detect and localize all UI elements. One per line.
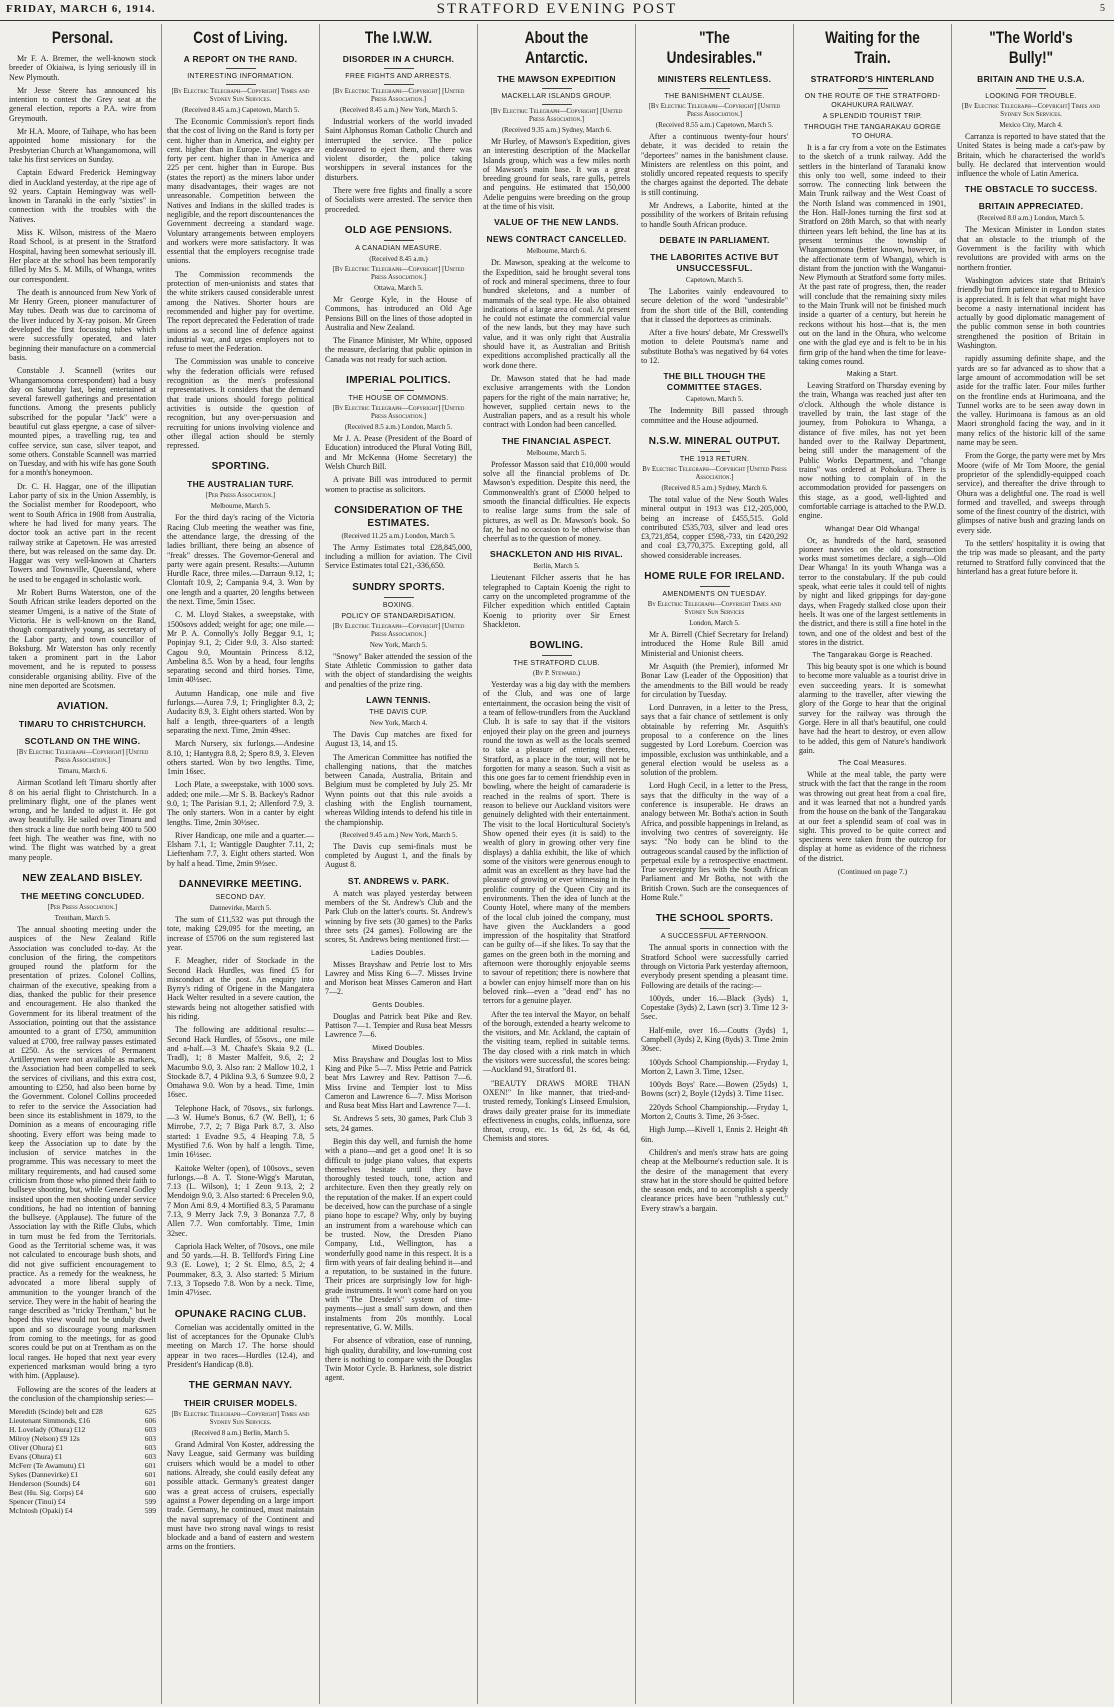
score-row xyxy=(9,1416,156,1425)
score-value: 603 xyxy=(144,1425,156,1435)
byline: [By Electric Telegraph—Copyright] [United Press Association.] xyxy=(332,622,465,638)
headline: THE MEETING CONCLUDED. xyxy=(20,890,145,901)
paragraph: Lieutenant Filcher asserts that he has telegraphed to Captain Koenig the right to carry on the uncompleted programme of the Filcher expedition which entitled Captain Koenig to priority over Sir Ernest Shackleton. xyxy=(483,573,630,629)
paragraph: High Jump.—Kivell 1, Ennis 2. Height 4ft 6in. xyxy=(641,1125,788,1144)
subheading: LOOKING FOR TROUBLE. xyxy=(985,93,1077,100)
paragraph: The Economic Commission's report finds that the cost of living on the Rand is forty per cent. higher than in America, and eighty per cent. higher than in Europe. The wages are forty per cent. higher than in America and 225 per cent. higher than in Europe. Bus (states the report) as the miners labor under many disadvantages, their wages are not unreasonable. Competition between the Natives and Indians in the skilled trades is negligible, and the report discountenances the Government decreeing a standard wage. Voluntary arrangements between employers and workers were more satisfactory. It was essential that the employers recognise trade unions. xyxy=(167,117,314,266)
score-value: 600 xyxy=(144,1488,156,1498)
paragraph: A match was played yesterday between members of the St. Andrew's Club and the Park Club on the latter's courts. St. Andrew's winning by five sets (30 games) to the Parks three sets (24 games). Following are the scores, St. Andrews being mentioned first:— xyxy=(325,888,472,945)
dateline: New York, March 5. xyxy=(369,640,428,649)
headline: VALUE OF THE NEW LANDS. xyxy=(494,217,619,228)
section-headline: OLD AGE PENSIONS. xyxy=(344,224,453,236)
score-value: 625 xyxy=(144,1407,156,1417)
subheading: Making a Start. xyxy=(846,371,899,379)
section-headline: CONSIDERATION OF THE ESTIMATES. xyxy=(334,504,463,529)
column-6 xyxy=(794,24,952,1704)
byline: [By Electric Telegraph—Copyright] Times and Sydney Sun Services. xyxy=(171,88,310,103)
dateline: Dannevirke, March 5. xyxy=(209,904,272,913)
score-name: Meredith (Scinde) belt and £28 xyxy=(9,1407,103,1417)
headline: TIMARU TO CHRISTCHURCH. xyxy=(18,719,147,730)
subheading: BOXING. xyxy=(382,601,415,609)
subheading: The Tangarakau Gorge is Reached. xyxy=(812,652,933,660)
byline: [Per Press Association.] xyxy=(47,903,118,911)
score-value: 599 xyxy=(144,1506,156,1516)
byline: [By Electric Telegraph—Copyright] [United Press Association.] xyxy=(332,405,465,421)
score-name: H. Lovelady (Ohura) £12 xyxy=(9,1425,86,1435)
paragraph: For absence of vibration, ease of running, high quality, durability, and low-running cost there is nothing to compare with the Douglas Twin Motor Cycle. B. Harkness, sole district agent. xyxy=(325,1336,472,1383)
subheading: Whanga! Dear Old Whanga! xyxy=(824,525,921,533)
byline: [By Electric Telegraph—Copyright] [United Press Association.] xyxy=(16,749,149,765)
byline: By Electric Telegraph—Copyright [United Press Association.] xyxy=(642,465,787,481)
dateline: Timaru, March 6. xyxy=(57,767,108,776)
score-row xyxy=(9,1470,156,1479)
divider xyxy=(384,240,414,241)
paragraph: Mr H.A. Moore, of Taihape, who has been appointed home missionary for the Presbyterian Church at Whangamomona, will take his first services on Sunday. xyxy=(9,127,156,164)
column-title: About the Antarctic. xyxy=(524,28,589,67)
dateline: Berlin, March 5. xyxy=(533,562,580,571)
section-headline: DANNEVIRKE MEETING. xyxy=(179,879,302,891)
paragraph: March Nursery, six furlongs.—Andesine 8.10, 1; Hantygra 8.8, 2; Spero 8.9, 3. Eleven others started. Won by two lengths. Time, 1min 16sec. xyxy=(167,739,314,777)
dateline: (Received 8.55 a.m.) Capetown, March 5. xyxy=(655,121,774,129)
subheading: MACKELLAR ISLANDS GROUP. xyxy=(501,93,612,100)
paragraph: Lord Hugh Cecil, in a letter to the Press, says that the difficulty in the way of a conference is insuperable. He draws an analogy between Mr. Botha's action in South Africa, and possible happenings in Ireland, as involving two centres of sovereignty. He says: "No body can be blind to the outrageous scandal caused by the infliction of perpetual exile by a retrospective enactment. True sovereignty lies with the South African Parliament and Mr Botha, not with the British Crown. Such are the consequences of Home Rule." xyxy=(641,781,788,903)
dateline: Melbourne, March 6. xyxy=(526,247,587,256)
dateline: (Received 9.35 a.m.) Sydney, March 6. xyxy=(501,126,612,134)
column-title: "The World's Bully!" xyxy=(989,28,1073,67)
paragraph: Following are the scores of the leaders at the conclusion of the championship series:— xyxy=(9,1384,156,1403)
subheading: THE BANISHMENT CLAUSE. xyxy=(664,93,765,100)
paragraph: While at the meal table, the party were struck with the fact that the range in the room was throwing out great heat from a coal fire, and it was learned that not a hundred yards from the house on the bank of the Tangarakau at our feet a splendid seam of coal was in sight. This proved to be quite correct and specimens were taken from the outcrop for display at home as evidence of the richness of the district. xyxy=(799,770,946,863)
score-row xyxy=(9,1479,156,1488)
score-name: Lieutenant Simmonds, £16 xyxy=(9,1416,91,1426)
paragraph: Yesterday was a big day with the members of the Club, and was one of large entertainment, the occasion being the visit of a team of fellow-trundlers from the Auckland Club. It is safe to say that if the visitors enjoyed their play on the green and journeys round the town as well as the locals seemed to take a pleasure of entering thereto, Stratford, as a place in the tour, will not be forgotten for many a season. Such a visit as this one goes far to cement friendship even in bowling, where the height of camaraderie is reached in the realms of sport. There is reason to believe our Auckland visitors were genuinely delighted with their entertainment. The visit to the local Horticultural Society's Show opened their eyes (it is said) to the wealth of glory in growing other very fine displays) a dahlia exhibit, the like of which some of the visitors were generous enough to admit was an excellent as they have had the pleasure of growing or ever witnessing in the prolific country of the Queen City and its environments. Then the idea of lunch at the County Hotel, where many of the members of the local club joined the company, must have given the Aucklanders a good impression of the hospitality that Stratford can be guilty of—if she likes. To say that the games on the green both in the morning and afternoon were thoroughly enjoyable seems to savour of repetition; there is nowhere that a bowler can enjoy himself more than on his beloved rink—even a "dead end" has no terrors for a genuine player. xyxy=(483,680,630,1006)
subheading: THROUGH THE TANGARAKAU GORGE TO OHURA. xyxy=(803,124,942,140)
subheading: A SUCCESSFUL AFTERNOON. xyxy=(660,933,769,941)
column-1 xyxy=(4,24,162,1704)
paragraph: Washington advices state that Britain's friendly but firm patience in regard to Mexico is appreciated. It is felt that what might have become a nasty international incident has actually by good diplomatic management of the public common sense in both countries strengthened the position of Britain in Washington. xyxy=(957,275,1105,351)
score-name: Evans (Ohura) £1 xyxy=(9,1452,63,1462)
paragraph: Douglas and Patrick beat Pike and Rev. Pattison 7—1. Tempier and Rusa beat Messrs Lawrence 7—6. xyxy=(325,1011,472,1040)
paragraph: St. Andrews 5 sets, 30 games, Park Club 3 sets, 24 games. xyxy=(325,1114,472,1133)
dateline: (Received 8.45 a.m.) New York, March 5. xyxy=(339,106,458,114)
divider xyxy=(384,390,414,391)
paragraph: C. M. Lloyd Stakes, a sweepstake, with 1500sovs added; weight for age; one mile.—Mr P. A. Connolly's Jolly Beggar 9.1, 1; Popinjay 9.1, 2; Cider 9.0, 3. Also started: Cagou 9.0, Mountain Princess 8.12, Ambelina 8.5. Won by a head, four lengths separating second and third horses. Time, 1min 40½sec. xyxy=(167,610,314,685)
dateline: (Received 9.45 a.m.) New York, March 5. xyxy=(339,830,458,839)
paragraph: Half-mile, over 16.—Coutts (3yds) 1, Campbell (3yds) 2, King (8yds) 3. Time 2min 30sec. xyxy=(641,1025,788,1054)
score-row xyxy=(9,1461,156,1470)
score-value: 601 xyxy=(144,1461,156,1471)
paragraph: The Mexican Minister in London states that an obstacle to the triumph of the Government is the facility with which revolutions are provided with arms on the northern frontier. xyxy=(957,225,1105,272)
paragraph: Mr Asquith (the Premier), informed Mr Bonar Law (Leader of the Opposition) that the amendments to the Bill would be ready for circulation by Tuesday. xyxy=(641,661,788,699)
score-name: McFerr (Te Awamutu) £1 xyxy=(9,1461,86,1471)
column-title: The I.W.W. xyxy=(364,28,433,47)
subheading: A SPLENDID TOURIST TRIP. xyxy=(822,113,923,120)
paragraph: Begin this day well, and furnish the home with a piano—and get a good one! It is so difficult to judge piano values, that experts themselves hesitate until they have thoroughly tested touch, tone, action and architecture. Even then they greatly rely on the reputation of the maker. If an expert could be deceived, how can the purchase of a single piano hope to escape? Why, only by buying an instrument from a warehouse which can be trusted. Now, the Dresden Piano Company, Ltd., Wellington, has a wonderfully good name in this respect. It is a firm with years of fair dealing behind it—and a reputation, to be sustained in the future. Their prices are surprisingly low for high-grade instruments. It won't come hard on you with "The Dresden's" system of time-payments—just a small sum down, and then instalments from 20s monthly. Local representative, G. W. Mills. xyxy=(325,1137,472,1332)
paragraph: Telephone Hack, of 70sovs., six furlongs.—3 W. Hume's Bonus, 6.7 (W. Bell), 1; 6 Mirrobe, 7.7, 2; 7 Biga Park 8.7, 3. Also started: 1 Evadne 9.5, 4 Heaping 7.8, 5 Mystified 7.6. Won by half a length. Time, 1min 16½sec. xyxy=(167,1103,314,1160)
section-headline: N.S.W. MINERAL OUTPUT. xyxy=(648,435,781,447)
section-headline: SPORTING. xyxy=(211,461,270,473)
paragraph: There were free fights and finally a score of Socialists were arrested. The service then proceeded. xyxy=(325,186,472,214)
section-headline: HOME RULE FOR IRELAND. xyxy=(644,571,785,583)
score-value: 601 xyxy=(144,1479,156,1489)
section-headline: THE SCHOOL SPORTS. xyxy=(655,913,774,925)
paragraph: Grand Admiral Von Koster, addressing the Navy League, said Germany was building cruisers which would be a model to other nations. Already, she could easily defeat any possible attack. Germany's greatest danger was a great access of cruisers, especially against a Power depending on a large import trade. Germany, he continued, must maintain the naval supremacy of the Continent and must have two strong naval wings to resist blockade and a band of eastern and western arms on the frontiers. xyxy=(167,1440,314,1552)
paragraph: Mr Hurley, of Mawson's Expedition, gives an interesting description of the Mackellar Islands group, which was a few miles north of Mawson's main base. It was a great breeding ground for seals, rare gulls, petrels and penguins. He estimated that 150,000 Adelie penguins were breeding on the group at the time of his visit. xyxy=(483,137,630,212)
paragraph: Mr George Kyle, in the House of Commons, has introduced an Old Age Pensions Bill on the lines of those adopted in Australia and New Zealand. xyxy=(325,294,472,332)
paragraph: The Finance Minister, Mr White, opposed the measure, declaring that public opinion in Canada was not ready for such action. xyxy=(325,336,472,364)
byline: [By Electric Telegraph—Copyright] [United Press Association.] xyxy=(648,103,781,118)
byline: By Electric Telegraph—Copyright Times and Sydney Sun Services xyxy=(647,601,782,617)
paragraph: Mr F. A. Bremer, the well-known stock breeder of Okiaiwa, is lying seriously ill in New Plymouth. xyxy=(9,54,156,82)
subheading: FREE FIGHTS AND ARRESTS. xyxy=(345,73,452,80)
headline: ST. ANDREWS v. PARK. xyxy=(347,875,450,886)
issue-date: FRIDAY, MARCH 6, 1914. xyxy=(6,3,156,15)
paragraph: For the third day's racing of the Victoria Racing Club meeting the weather was fine, the attendance large, the dressing of the ladies brilliant, there being an absence of "freak" dresses. The Governor-General and party were again present. Results:—Autumn Hurdle Race, three miles.—Darraun 9.12, 1; Clontaft 10.9, 2; Campania 9.4, 3. Won by one length and a quarter, 20 lengths between the next. Time, 5min 15sec. xyxy=(167,513,314,607)
paragraph: The total value of the New South Wales mineral output in 1913 was £12,-205,000, being an increase of £455,515. Gold contributed £535,703, silver and lead ores £3,721,854, copper £598,-733, tin £420,292 and coal £3,770,375. Excepting gold, all showed considerable increases. xyxy=(641,494,788,560)
headline: THE AUSTRALIAN TURF. xyxy=(187,479,294,490)
continuation-note: (Continued on page 7.) xyxy=(837,867,908,877)
subheading: Mixed Doubles. xyxy=(372,1044,425,1052)
score-row xyxy=(9,1407,156,1416)
divider xyxy=(542,655,572,656)
headline: THE OBSTACLE TO SUCCESS. xyxy=(964,184,1098,195)
dateline: (Received 8.5 a.m.) London, March 5. xyxy=(344,423,453,432)
dateline: London, March 5. xyxy=(689,619,740,628)
paragraph: The American Committee has notified the challenging nations, that the matches between Canada, Australia, Britain and Belgium must be completed by July 25. Mr Wynn points out that this rule avoids a clashing with the English tournament, whereas Wilding intends to defend his title in the championship. xyxy=(325,752,472,827)
paragraph: The Davis Cup matches are fixed for August 13, 14, and 15. xyxy=(325,729,472,749)
paragraph: rapidly assuming definite shape, and the yards are so far advanced as to show that a large amount of accommodation will be set aside for the traffic later. Four miles further on the frontline ends at Hurimoana, and the Tunnel works are to be seen away down in the valley. Hurimoana is famous as an old Maori stronghold facing the way, and in it many relics of the historic kill of the same name may be seen. xyxy=(957,354,1105,448)
column-3 xyxy=(320,24,478,1704)
paragraph: "Snowy" Baker attended the session of the State Athletic Commission to gather data with the object of standardising the weights and penalties of the prize ring. xyxy=(325,651,472,689)
paragraph: To the settlers' hospitality it is owing that the trip was made so pleasant, and the party returned to Stratford fully convinced that the hinterland has a great future before it. xyxy=(957,538,1105,576)
column-title: Personal. xyxy=(51,28,114,47)
paragraph: Misses Brayshaw and Petrie lost to Mrs Lawrey and Miss King 6—7. Misses Irvine and Morison beat Misses Cameron and Hart 7—2. xyxy=(325,959,472,997)
paragraph: This big beauty spot is one which is bound to become more valuable as a tourist drive in even succeeding years. It is somewhat alarming to the traveller, after viewing the glory of the Gorge to hear that the original survey for the railway was through the Gorge. Here in all that's beautiful, one could have had the heart to destroy, or even allow to be added, this gem of Nature's handiwork gain. xyxy=(799,662,946,755)
paragraph: Dr. C. H. Haggar, one of the illiputian Labor party of six in the Union Assembly, is the Socialist member for Roodepoort, who went to South Africa in 1908 from Australia, where he had lived for many years. The doctor took an active part in the recent railway strike at Capetown. He was arrested there, but was released on the same day. Dr. Haggar was very well-known at Charters Towers and Townsville, Queensland, where he used to be engaged in scholastic work. xyxy=(9,481,156,584)
paragraph: The following are additional results:—Second Hack Hurdles, of 55sovs., one mile and a-half.—3 M. Chaafe's Skaia 9.2 (L. Tradl), 1; 8 Master Malfeit, 9.6, 2; 2 Macumbo 9.0, 3. Also ran: 2 Mallow 10.2, 1 Stockade 8.7, 4 Piklina 9.3, 6 Sumzee 9.0, 2 Omahawa 9.0. Won by a head. Time, 1min 16sec. xyxy=(167,1025,314,1100)
score-name: Milroy (Nelson) £9 12s xyxy=(9,1434,80,1444)
divider xyxy=(384,597,414,598)
dateline: (Received 8.45 a.m.) Capetown, March 5. xyxy=(181,106,300,114)
dateline: Trentham, March 5. xyxy=(54,913,111,922)
paragraph: The Army Estimates total £28,845,000, including a million for aviation. The Civil Service Estimates total £21,-336,650. xyxy=(325,542,472,571)
paragraph: Lord Dunraven, in a letter to the Press, says that a fair chance of settlement is only obtainable by referring Mr. Asquith's proposal to a conference on the lines suggested by Lord Loreburn. Coercion was impossible, exclusion was unthinkable, and a general election would be useless as a solution of the problem. xyxy=(641,703,788,778)
divider xyxy=(700,88,730,89)
dateline: Melbourne, March 5. xyxy=(210,502,271,511)
divider xyxy=(700,586,730,587)
dateline: (Received 8.5 a.m.) Sydney, March 6. xyxy=(661,483,768,492)
score-value: 599 xyxy=(144,1497,156,1507)
headline: BRITAIN AND THE U.S.A. xyxy=(977,74,1085,84)
paragraph: Industrial workers of the world invaded Saint Alphonsus Roman Catholic Church and interrupted the service. The police endeavoured to eject them, and there was violent disorder, the police taking worshippers in several instances for the disturbers. xyxy=(325,117,472,182)
paragraph: 220yds School Championship.—Fryday 1, Morton 2, Coutts 3. Time, 26 3-5sec. xyxy=(641,1102,788,1122)
subheading: The Coal Measures. xyxy=(838,760,907,768)
paragraph: Autumn Handicap, one mile and five furlongs.—Aurea 7.9, 1; Fringlighter 8.3, 2; Audacity 8.9, 3. Eight others started. Won by half a length, three-quarters of a length separating the next. Time, 2min 49sec. xyxy=(167,688,314,735)
column-7 xyxy=(952,24,1110,1704)
score-row xyxy=(9,1506,156,1515)
paragraph: The Commission was unable to conceive why the federation officials were refused recognition as the men's professional representatives. It considers that the demand that trade unions should forego political activities is outside the question of recognition, but any over-persuasion and recruiting for unions involving violence and other illegal action should be sternly repressed. xyxy=(167,357,314,451)
score-name: Spencer (Tinui) £4 xyxy=(9,1497,66,1507)
score-name: Henderson (Sounds) £4 xyxy=(9,1479,80,1489)
paragraph: Capriola Hack Welter, of 70sovs., one mile and 50 yards.—H. B. Tellford's Firing Line 9.3 (E. Lowe), 1; 2 St. Elmo, 8.5, 2; 4 Poummaker, 8.3, 3. Also started: 5 Mirium 7.13, 3 Topsedo 7.8. Won by a neck. Time, 1min 47½sec. xyxy=(167,1241,314,1298)
score-value: 603 xyxy=(144,1434,156,1444)
divider xyxy=(858,88,888,89)
divider xyxy=(700,451,730,452)
headline: STRATFORD'S HINTERLAND xyxy=(810,74,935,84)
headline: THE LABORITES ACTIVE BUT UNSUCCESSFUL. xyxy=(650,251,779,273)
score-value: 603 xyxy=(144,1452,156,1462)
paragraph: A private Bill was introduced to permit women to practise as solicitors. xyxy=(325,475,472,494)
score-row xyxy=(9,1443,156,1452)
section-headline: THE GERMAN NAVY. xyxy=(188,1380,293,1392)
score-value: 601 xyxy=(144,1470,156,1480)
divider xyxy=(384,84,414,85)
paragraph: Professor Masson said that £10,000 would solve all the financial problems of Dr. Mawson's expedition. Despite this need, the Commonwealth's grant of £5000 helped to smooth the financial difficulties. He expects to realise large sums from the sale of pictures, as well as Dr. Mawson's book. So far, he had no occasion to be otherwise than cheerful as to the question of money. xyxy=(483,459,630,544)
section-headline: AVIATION. xyxy=(56,701,109,713)
divider xyxy=(226,84,256,85)
headline: MINISTERS RELENTLESS. xyxy=(657,74,772,84)
byline: [By Electric Telegraph—Copyright] [United Press Association.] xyxy=(332,265,465,281)
paragraph: The Davis cup semi-finals must be completed by August 1, and the finals by August 8. xyxy=(325,841,472,870)
paragraph: After the tea interval the Mayor, on behalf of the borough, extended a hearty welcome to the visitors, and Mr. Ackland, the captain of the visiting team, replied in suitable terms. The day closed with a rink match in which the visitors were successful, the scores being:—Auckland 91, Stratford 81. xyxy=(483,1009,630,1075)
byline: [By Electric Telegraph—Copyright] Times and Sydney Sun Services. xyxy=(961,103,1100,118)
paragraph: After a five hours' debate, Mr Cresswell's motion to delete Poutsma's name and substitute Botha's was negatived by 64 votes to 12. xyxy=(641,328,788,366)
paragraph: Miss Brayshaw and Douglas lost to Miss King and Pike 5—7. Miss Petrie and Patrick beat Mrs Lawrey and Rev. Pattison 7—6. Miss Irvine and Tempier lost to Miss Cameron and Lawrence 6—7. Miss Morison and Rusa beat Miss Hart and Lawrence 7—1. xyxy=(325,1054,472,1111)
divider xyxy=(700,928,730,929)
paragraph: River Handicap, one mile and a quarter.—Elsham 7.1, 1; Wantiggle Daughter 7.11, 2; Lieftenham 7.7, 3. Eight others started. Won by half a head. Time, 2min 9½sec. xyxy=(167,830,314,868)
dateline: (Received 11.25 a.m.) London, March 5. xyxy=(341,531,456,540)
paragraph: It is a far cry from a vote on the Estimates to the sketch of a trunk railway. Add the settlers in the hinterland of Taranaki know this only too well, some indeed to their sorrow. The connecting link between the Main Trunk railway and the West Coast of the North Island was commenced in 1901, the Hon. Hall-Jones turning the first sod at Stratford on 28th March, so that with nearly thirteen years left behind, the line has at its present terminus the township of Whangamomona (better known, however, in the affectionate term of Whanga), which is distant from the junction with the Wanganui-New Plymouth at Stratford some forty miles. At the past rate of progress, then, the reader will conclude that the remaining sixty miles to the Main Trunk will not be finished much inside a quarter of a century, but herein he reckons without his host—that is, the men out on the land in the Ohura, who welcome one with the glad eye and is felt to be in his firm grip of the hand when the time for leave-taking comes round. xyxy=(799,143,946,366)
score-row xyxy=(9,1488,156,1497)
column-title: Waiting for the Train. xyxy=(825,28,920,67)
section-headline: SUNDRY SPORTS. xyxy=(352,581,445,593)
newspaper-name: STRATFORD EVENING POST xyxy=(436,1,678,17)
paragraph: The sum of £11,532 was put through the tote, making £29,095 for the meeting, an increase of £5706 on the sum registered last year. xyxy=(167,915,314,952)
page-number: 5 xyxy=(1100,3,1106,14)
byline: [Per Press Association.] xyxy=(205,492,276,500)
column-5 xyxy=(636,24,794,1704)
dateline: (Received 8 a.m.) Berlin, March 5. xyxy=(191,1429,290,1438)
headline: THE MAWSON EXPEDITION xyxy=(497,74,616,84)
paragraph: Loch Plate, a sweepstake, with 1000 sovs. added; one mile.—Mr S. B. Backey's Radnor 9.0, 1; The Parisian 9.1, 2; Allenford 7.9, 3. The only starters. Won in a canter by eight lengths. Time, 2min 30½sec. xyxy=(167,780,314,827)
byline: [By Electric Telegraph—Copyright] [United Press Association.] xyxy=(332,88,465,103)
paragraph: Cornelian was accidentally omitted in the list of acceptances for the Opunake Club's meeting on March 17. The horse should appear in two races—Hurdles (12.4), and President's Handicap (8.8). xyxy=(167,1322,314,1369)
paragraph: Leaving Stratford on Thursday evening by the train, Whanga was reached just after ten o'clock. Although the whole distance is travelled by train, the last stage of the journey, from Pohokura to Whanga, a distance of five miles, has not yet been handed over to the Railway Department, being still under the management of the Public Works Department, and "change trains" was ordered at Pohokura. There is now nothing to complain of in the accommodation provided for passengers on this stage, as a good, well-lighted and comfortable carriage is attached to the P.W.D. engine. xyxy=(799,381,946,521)
paragraph: Dr. Mawson stated that he had made exclusive arrangements with the London papers for the right of the main narrative; he, however, supplied certain news to the Australian papers, and as a result his whole contract with London had been cancelled. xyxy=(483,373,630,430)
paragraph: The Laborites vainly endeavoured to secure deletion of the word "undesirable" from the short title of the Bill, contending that it classed the deportees as criminals. xyxy=(641,286,788,324)
subheading: ON THE ROUTE OF THE STRATFORD-OKAHUKURA RAILWAY. xyxy=(804,93,941,109)
paragraph: Mr Jesse Steere has announced his intention to contest the Grey seat at the general election, reports a P.A. wire from Greymouth. xyxy=(9,85,156,123)
headline: SCOTLAND ON THE WING. xyxy=(24,736,141,747)
paragraph: The Commission recommends the protection of men-unionists and states that the white strikers caused considerable unrest among the Natives. Shorter hours are recommended and higher pay for overtime. The report deprecated the Federation of trade unions as a second line of defence against industrial war, and urges employers not to refuse to meet the Federation. xyxy=(167,269,314,354)
subheading: INTERESTING INFORMATION. xyxy=(187,73,294,80)
paragraph: The Indemnity Bill passed through committee and the House adjourned. xyxy=(641,406,788,425)
subheading: THE DAVIS CUP. xyxy=(369,708,428,716)
byline: [By Electric Telegraph—Copyright] [United Press Association.] xyxy=(490,108,623,123)
subheading: Gents Doubles. xyxy=(372,1001,425,1009)
dateline: Capetown, March 5. xyxy=(685,395,744,404)
score-name: McIntosh (Opaki) £4 xyxy=(9,1506,73,1516)
score-row xyxy=(9,1425,156,1434)
subheading: Ladies Doubles. xyxy=(371,949,426,957)
paragraph: Miss K. Wilson, mistress of the Maero Road School, is at present in the Stratford Hospital, having been somewhat seriously ill. Her place at the school has been temporarily filled by Mrs S. M. Mills, of Whanga, writes our correspondent. xyxy=(9,228,156,284)
paragraph: F. Meagher, rider of Stockade in the Second Hack Hurdles, was fined £5 for misconduct at the post. An enquiry into Byrry's riding of Origene in the Mangatera Hack Welter resulted in a severe caution, the stewards being not altogether satisfied with his riding. xyxy=(167,956,314,1022)
score-name: Oliver (Ohura) £1 xyxy=(9,1443,64,1453)
score-row xyxy=(9,1434,156,1443)
headline: A REPORT ON THE RAND. xyxy=(183,54,298,64)
masthead xyxy=(0,0,1114,21)
paragraph: Captain Edward Frederick Hemingway died in Auckland yesterday, at the ripe age of 92 years. Captain Hemingway was well-known in Taranaki in the early "sixties" in connection with the troubles with the Natives. xyxy=(9,168,156,224)
subheading: THE 1913 RETURN. xyxy=(679,455,750,463)
headline: SHACKLETON AND HIS RIVAL. xyxy=(490,549,623,560)
paragraph: From the Gorge, the party were met by Mrs Moore (wife of Mr Tom Moore, the genial proprietor of the splendidly-equipped coach service), and thereafter the drive through to Ohura was a delightful one. The road is well formed and travelled, and sweeps through some of the finest country of the district, with glimpses of native bush and grazing lands on every side. xyxy=(957,451,1105,535)
dateline: (Received 8.45 a.m.) xyxy=(369,254,428,263)
paragraph: "BEAUTY DRAWS MORE THAN OXEN!" In like manner, that tried-and-trusted remedy, Tonking's Linseed Emulsion, draws daily greater praise for its immediate effectiveness in coughs, colds, influenza, sore throat, croup, etc. 1s 6d, 2s 6d, 4s 6d, Chemists and stores. xyxy=(483,1078,630,1144)
subheading: A CANADIAN MEASURE. xyxy=(355,244,442,252)
score-name: Best (Hu. Sig. Corps) £4 xyxy=(9,1488,84,1498)
paragraph: Mr J. A. Pease (President of the Board of Education) introduced the Plural Voting Bill, and Mr McKenna (Home Secretary) the Welsh Church Bill. xyxy=(325,434,472,471)
paragraph: After a continuous twenty-four hours' debate, it was decided to retain the "deportees" names in the banishment clause. Ministers are relentless on this point, and stolidly uncored repeated requests to specify the charges against the deported. The debate is still continuing. xyxy=(641,132,788,197)
section-headline: OPUNAKE RACING CLUB. xyxy=(174,1308,307,1320)
headline: THEIR CRUISER MODELS. xyxy=(183,1398,298,1409)
headline: THE BILL THOUGH THE COMMITTEE STAGES. xyxy=(663,371,766,393)
paragraph: The death is announced from New York of Mr Henry Green, pioneer manufacturer of May tubes. Death was due to carcinoma of the liver induced by X-ray poison. Mr Green developed the first focussing tubes which were successfully operated, and later beginning their manufacture on a commercial basis. xyxy=(9,287,156,362)
divider xyxy=(542,104,572,105)
subheading: POLICY OF STANDARDISATION. xyxy=(341,612,456,620)
subheading: THE STRATFORD CLUB. xyxy=(513,660,600,668)
column-title: Cost of Living. xyxy=(193,28,288,47)
dateline: Ottawa, March 5. xyxy=(374,283,423,292)
paragraph: Or, as hundreds of the hard, seasoned pioneer navvies on the old construction works must sometimes declare, a sigh—Old Dear Whanga! In its youth Whanga was a terror to the constabulary. If the pub could speak, what eerie tales it could tell of nights by night and liked grippings for day-gone days, when Fragedy stalked close upon their heels. It was one of the largest settlements in the district, and there is still a fine hotel in the town, and one of the oldest and best of the stores in the district. xyxy=(799,535,946,647)
paragraph: Mr Robert Burns Waterston, one of the South African strike leaders deported on the steamer Umgeni, is a native of the State of Victoria. He is well-known on the Rand, though comparatively young, as secretary of the Labor party, and town councillor of Boksburg. Mr Waterston has only recently taken a prominent part in the Labor movement, and he is reputed to possess considerable organising ability. Five of the nine men deported are Scotsmen. xyxy=(9,588,156,690)
paragraph: 100yds Boys' Race.—Bowen (25yds) 1, Bowns (scr) 2, Boyle (12yds) 3. Time 11sec. xyxy=(641,1080,788,1099)
paragraph: Kaitoke Welter (open), of 100sovs., seven furlongs.—8 A. T. Stone-Wigg's Marutan, 7.13 (L. Wilson), 1; 1 Zeon 9.13, 2; 2 Mendoign 9.0, 3. Also started: 6 Precelen 9.0, 7 Mon Ami 8.9, 4 Mortified 8.3, 5 Paramanu 7.13, 9 Merry Jack 7.9, 3 Bonanza 7.7, 8 Allen 7.7. Won comfortably. Time, 1min 32sec. xyxy=(167,1163,314,1238)
paragraph: Mr Andrews, a Laborite, hinted at the possibility of the workers of Britain refusing to handle South African produce. xyxy=(641,201,788,229)
paragraph: 100yds, under 16.—Black (3yds) 1, Copestake (3yds) 2, Lawn (scr) 3. Time 12 3-5sec. xyxy=(641,993,788,1022)
subheading: AMENDMENTS ON TUESDAY. xyxy=(662,591,767,599)
paragraph: Airman Scotland left Timaru shortly after 8 on his aerial flight to Christchurch. In a preliminary flight, one of the planes went wrong, and he landed to adjust it. He got away beautifully. He sailed over Timaru and then struck a line due north being 400 to 500 feet high. The weather was fine, with no wind. The flight was watched by a great many people. xyxy=(9,778,156,862)
newspaper-columns xyxy=(4,24,1110,1704)
headline: THE FINANCIAL ASPECT. xyxy=(501,435,612,446)
headline: LAWN TENNIS. xyxy=(366,694,431,705)
paragraph: Dr. Mawson, speaking at the welcome to the Expedition, said he brought several tons of rock and mineral specimens, three to four hundred skeletons, and a number of mammals of the seal type. He also obtained indications of a large area of coal. At present he could not estimate the commercial value of the new lands, but they may have such value, and it was only right that Australia should have it, as Australian and British expeditions accomplished practically all the work done there. xyxy=(483,258,630,370)
paragraph: The annual sports in connection with the Stratford School were successfully carried through on Victoria Park yesterday afternoon, everybody present spending a pleasant time. Following are details of the racing:— xyxy=(641,943,788,990)
paragraph: Mr A. Birrell (Chief Secretary for Ireland) introduced the Home Rule Bill amid Ministerial and Unionist cheers. xyxy=(641,630,788,658)
section-headline: NEW ZEALAND BISLEY. xyxy=(22,872,143,884)
column-4 xyxy=(478,24,636,1704)
paragraph: Children's and men's straw hats are going cheap at the Melbourne's reduction sale. It is the desire of the management that every straw hat in the store should be quitted before the season ends, and to accomplish a speedy clearance prices have been "ruthlessly cut." Every straw's a bargain. xyxy=(641,1147,788,1213)
divider xyxy=(226,68,256,69)
dateline: Melbourne, March 5. xyxy=(526,448,587,457)
byline: (By P. Steward.) xyxy=(532,670,581,678)
byline: [By Electric Telegraph—Copyright] Times and Sydney Sun Services. xyxy=(171,1411,310,1427)
headline: NEWS CONTRACT CANCELLED. xyxy=(486,234,627,245)
paragraph: The annual shooting meeting under the auspices of the New Zealand Rifle Association was concluded to-day. At the conclusion of the firing, the competitors grouped round the platform for the presentation of prizes. Colonel Collins, chairman of the executive, speaking from a dias, thanked the public for their presence and encouragement. He also thanked the Government for its liberal treatment of the Association, pointing out that the assistance amounted to a grant of £750, ammunition valued at £700, free railway passes estimated at £250. As the services of Permanent Artillerymen were not available as markers, the Association had been compelled to seek the services of civilians, and this extra cost, amounting to £250, had also been borne by the Government. Colonel Collins proceeded to refer to the service the Association had been since its establishment in 1879, to the Dominion as a means of encouraging rifle shooting. Every effort was being made to keep the Association up to date by the inclusion of service matches in the programme. This was necessary to meet the military requirements, and had caused some criticism from those who pinned their faith to bullseye shooting, but, while General Godley insisted upon the men shooting under service conditions, he had no intention of banning the bullseye. (Applause). The future of the Association lay with the Rifle Clubs, which in turn must be fed from the Territorials. Good as the Territorial scheme was, it was not calculated to encourage bush shots, and did not give sufficient encouragement to practice. As a remedy for the weakness, he advocated a more liberal supply of ammunition to the younger branch of the service. They were in the habit of hearing the range described as "tricky Trentham," but he hoped this view would not be unduly dwelt upon and so discourage young marksmen from coming to the meetings, for as good scores could be put on at Trentham as on the local ranges. He hoped that next year every experienced marksman would bring a tyro with him. (Applause). xyxy=(9,924,156,1381)
score-value: 606 xyxy=(144,1416,156,1426)
score-row xyxy=(9,1452,156,1461)
headline: BRITAIN APPRECIATED. xyxy=(978,201,1084,212)
dateline: New York, March 4. xyxy=(369,718,428,727)
paragraph: 100yds School Championship.—Fryday 1, Morton 2, Lawn 3. Time, 12sec. xyxy=(641,1057,788,1076)
dateline: Capetown, March 5. xyxy=(685,275,744,284)
paragraph: Carranza is reported to have stated that the United States is being made a cat's-paw by Britain, which he characterised the world's bully. He declared that intervention would influence the whole of Latin America. xyxy=(957,132,1105,179)
subheading: SECOND DAY. xyxy=(215,894,266,902)
dateline: Mexico City, March 4. xyxy=(999,121,1063,129)
divider xyxy=(384,68,414,69)
section-headline: BOWLING. xyxy=(529,640,584,652)
column-title: "The Undesirables." xyxy=(666,28,763,67)
headline: DISORDER IN A CHURCH. xyxy=(342,54,455,64)
dateline: (Received 8.0 a.m.) London, March 5. xyxy=(977,214,1085,223)
section-headline: IMPERIAL POLITICS. xyxy=(346,375,451,387)
divider xyxy=(542,88,572,89)
divider xyxy=(1016,88,1046,89)
column-2 xyxy=(162,24,320,1704)
headline: DEBATE IN PARLIAMENT. xyxy=(659,234,770,245)
score-name: Sykes (Dannevirke) £1 xyxy=(9,1470,79,1480)
score-row xyxy=(9,1497,156,1506)
paragraph: Constable J. Scannell (writes our Whangamomona correspondent) had a busy day on Saturday last, being entertained at several farewell gatherings and presentation functions. Among the presents publicly subscribed for the popular "Jack" were a beautiful cut glass epergne, a case of silver-mounted pipes, a travelling rug, tea and coffee service, sun case, silver teapot, and some others. Constable Scannell was married on Tuesday, and with his wife has gone South for a month's honeymoon. xyxy=(9,366,156,478)
subheading: THE HOUSE OF COMMONS. xyxy=(348,395,449,403)
score-value: 603 xyxy=(144,1443,156,1453)
